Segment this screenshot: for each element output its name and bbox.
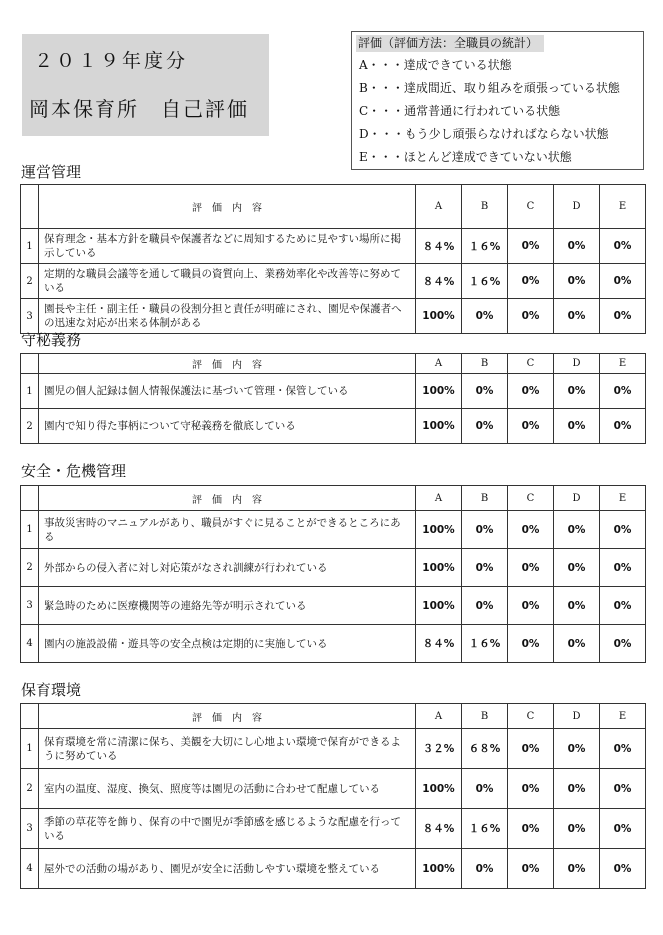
grade-value-c: 0% [508, 549, 554, 587]
grade-value-a: ８４% [416, 229, 462, 264]
header-grade-a: A [416, 704, 462, 729]
table-row [21, 587, 646, 625]
grade-value-c: 0% [508, 769, 554, 809]
header-grade-a: A [416, 354, 462, 374]
grade-value-c: 0% [508, 374, 554, 409]
table-row [21, 849, 646, 889]
grade-value-e: 0% [600, 511, 646, 549]
header-grade-e: E [600, 185, 646, 229]
row-description: 園内の施設設備・遊具等の安全点検は定期的に実施している [39, 625, 416, 663]
header-grade-b: B [462, 486, 508, 511]
grade-value-e: 0% [600, 229, 646, 264]
row-description: 園長や主任・副主任・職員の役割分担と責任が明確にされ、園児や保護者への迅速な対応が出来る体制がある [39, 299, 416, 334]
grade-value-c: 0% [508, 264, 554, 299]
legend-item-b: B・・・達成間近、取り組みを頑張っている状態 [359, 81, 620, 95]
table-row [21, 264, 646, 299]
legend-item-d: D・・・もう少し頑張らなければならない状態 [359, 127, 609, 141]
row-description: 園内で知り得た事柄について守秘義務を徹底している [39, 409, 416, 444]
header-number-cell [21, 354, 39, 374]
grade-value-a: 100% [416, 409, 462, 444]
header-grade-d: D [554, 354, 600, 374]
row-description: 緊急時のために医療機関等の連絡先等が明示されている [39, 587, 416, 625]
grade-value-d: 0% [554, 769, 600, 809]
eval-table [20, 184, 646, 334]
grade-value-a: 100% [416, 511, 462, 549]
grade-value-b: 0% [462, 587, 508, 625]
grade-value-d: 0% [554, 849, 600, 889]
grade-value-e: 0% [600, 299, 646, 334]
eval-table [20, 485, 646, 663]
row-number: 2 [21, 769, 39, 809]
row-number: 3 [21, 809, 39, 849]
legend-item-a: A・・・達成できている状態 [359, 58, 512, 72]
row-number: 2 [21, 409, 39, 444]
grade-value-a: 100% [416, 374, 462, 409]
grade-value-d: 0% [554, 374, 600, 409]
grade-value-c: 0% [508, 299, 554, 334]
grade-value-b: １６% [462, 625, 508, 663]
row-description: 事故災害時のマニュアルがあり、職員がすぐに見ることができるところにある [39, 511, 416, 549]
section-title: 安全・危機管理 [21, 462, 127, 480]
header-content: 評 価 内 容 [39, 185, 416, 229]
grade-value-d: 0% [554, 625, 600, 663]
row-description: 保育環境を常に清潔に保ち、美観を大切にし心地よい環境で保育ができるように努めている [39, 729, 416, 769]
header-grade-b: B [462, 185, 508, 229]
grade-value-b: 0% [462, 409, 508, 444]
legend-item-e: E・・・ほとんど達成できていない状態 [359, 150, 572, 164]
row-number: 1 [21, 374, 39, 409]
grade-value-b: 0% [462, 511, 508, 549]
legend-heading: 評価（評価方法：全職員の統計） [356, 35, 544, 52]
row-description: 季節の草花等を飾り、保育の中で園児が季節感を感じるような配慮を行っている [39, 809, 416, 849]
row-description: 外部からの侵入者に対し対応策がなされ訓練が行われている [39, 549, 416, 587]
header-grade-a: A [416, 486, 462, 511]
grade-value-a: 100% [416, 769, 462, 809]
header-grade-b: B [462, 704, 508, 729]
grade-value-d: 0% [554, 229, 600, 264]
grade-value-b: １６% [462, 229, 508, 264]
grade-value-a: ３２% [416, 729, 462, 769]
grade-value-e: 0% [600, 409, 646, 444]
grade-value-c: 0% [508, 809, 554, 849]
grade-value-e: 0% [600, 849, 646, 889]
row-number: 3 [21, 587, 39, 625]
grade-value-d: 0% [554, 299, 600, 334]
table-row [21, 549, 646, 587]
grade-value-b: 0% [462, 299, 508, 334]
grade-value-b: 0% [462, 549, 508, 587]
header-number-cell [21, 704, 39, 729]
grade-value-e: 0% [600, 549, 646, 587]
legend-box [351, 31, 644, 170]
table-header-row [21, 354, 646, 374]
grade-value-e: 0% [600, 729, 646, 769]
header-content: 評 価 内 容 [39, 486, 416, 511]
grade-value-b: 0% [462, 849, 508, 889]
grade-value-e: 0% [600, 809, 646, 849]
grade-value-c: 0% [508, 229, 554, 264]
table-row [21, 374, 646, 409]
grade-value-c: 0% [508, 849, 554, 889]
header-grade-d: D [554, 185, 600, 229]
grade-value-b: 0% [462, 769, 508, 809]
eval-table [20, 353, 646, 444]
header-grade-d: D [554, 486, 600, 511]
grade-value-c: 0% [508, 511, 554, 549]
header-grade-e: E [600, 486, 646, 511]
grade-value-b: 0% [462, 374, 508, 409]
table-row [21, 729, 646, 769]
grade-value-c: 0% [508, 625, 554, 663]
grade-value-a: 100% [416, 587, 462, 625]
header-grade-e: E [600, 704, 646, 729]
row-description: 屋外での活動の場があり、園児が安全に活動しやすい環境を整えている [39, 849, 416, 889]
title-main: 岡本保育所 自己評価 [29, 97, 249, 121]
grade-value-e: 0% [600, 587, 646, 625]
row-number: 4 [21, 849, 39, 889]
table-header-row [21, 486, 646, 511]
row-number: 1 [21, 229, 39, 264]
grade-value-a: ８４% [416, 809, 462, 849]
table-row [21, 769, 646, 809]
legend-item-c: C・・・通常普通に行われている状態 [359, 104, 561, 118]
row-number: 2 [21, 549, 39, 587]
grade-value-d: 0% [554, 729, 600, 769]
grade-value-e: 0% [600, 264, 646, 299]
header-grade-c: C [508, 704, 554, 729]
header-grade-d: D [554, 704, 600, 729]
table-row [21, 809, 646, 849]
grade-value-a: 100% [416, 299, 462, 334]
header-grade-e: E [600, 354, 646, 374]
grade-value-b: １６% [462, 264, 508, 299]
grade-value-a: ８４% [416, 625, 462, 663]
grade-value-c: 0% [508, 409, 554, 444]
grade-value-d: 0% [554, 511, 600, 549]
grade-value-d: 0% [554, 549, 600, 587]
grade-value-b: １６% [462, 809, 508, 849]
grade-value-c: 0% [508, 587, 554, 625]
section-title: 守秘義務 [21, 331, 82, 349]
header-content: 評 価 内 容 [39, 704, 416, 729]
row-number: 4 [21, 625, 39, 663]
row-description: 保育理念・基本方針を職員や保護者などに周知するために見やすい場所に掲示している [39, 229, 416, 264]
row-description: 定期的な職員会議等を通して職員の資質向上、業務効率化や改善等に努めている [39, 264, 416, 299]
grade-value-b: ６８% [462, 729, 508, 769]
row-number: 3 [21, 299, 39, 334]
grade-value-a: ８４% [416, 264, 462, 299]
table-header-row [21, 185, 646, 229]
grade-value-d: 0% [554, 409, 600, 444]
grade-value-c: 0% [508, 729, 554, 769]
table-header-row [21, 704, 646, 729]
grade-value-d: 0% [554, 264, 600, 299]
header-number-cell [21, 185, 39, 229]
table-row [21, 229, 646, 264]
grade-value-e: 0% [600, 769, 646, 809]
table-row [21, 299, 646, 334]
row-description: 園児の個人記録は個人情報保護法に基づいて管理・保管している [39, 374, 416, 409]
grade-value-a: 100% [416, 849, 462, 889]
table-row [21, 625, 646, 663]
row-number: 1 [21, 511, 39, 549]
header-grade-a: A [416, 185, 462, 229]
header-grade-c: C [508, 354, 554, 374]
header-grade-c: C [508, 486, 554, 511]
section-title: 運営管理 [21, 163, 82, 181]
grade-value-e: 0% [600, 625, 646, 663]
header-number-cell [21, 486, 39, 511]
table-row [21, 409, 646, 444]
table-row [21, 511, 646, 549]
row-number: 1 [21, 729, 39, 769]
grade-value-d: 0% [554, 587, 600, 625]
row-description: 室内の温度、湿度、換気、照度等は園児の活動に合わせて配慮している [39, 769, 416, 809]
header-grade-b: B [462, 354, 508, 374]
eval-table [20, 703, 646, 889]
grade-value-e: 0% [600, 374, 646, 409]
grade-value-a: 100% [416, 549, 462, 587]
section-title: 保育環境 [21, 681, 82, 699]
title-year: ２０１９年度分 [34, 50, 189, 72]
row-number: 2 [21, 264, 39, 299]
header-content: 評 価 内 容 [39, 354, 416, 374]
grade-value-d: 0% [554, 809, 600, 849]
header-grade-c: C [508, 185, 554, 229]
